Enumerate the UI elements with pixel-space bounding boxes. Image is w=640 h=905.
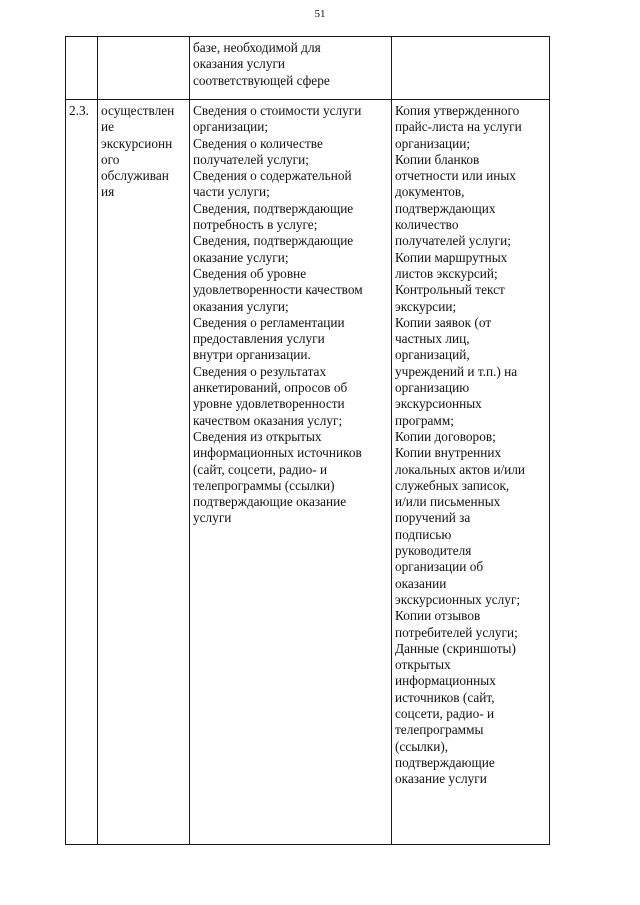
cell-number: 2.3. — [66, 100, 98, 845]
text-line: Контрольный текст — [395, 282, 505, 298]
text-line: телепрограммы — [395, 722, 484, 738]
text-line: организаций, — [395, 347, 470, 363]
text-line: прайс-листа на услуги — [395, 119, 522, 135]
text-line: Сведения о результатах — [193, 363, 327, 379]
cell-documents — [392, 37, 550, 100]
text-line: Сведения о регламентации — [193, 314, 345, 330]
text-line: экскурсии; — [395, 298, 457, 314]
cell-information — [190, 37, 392, 100]
text-line: оказания услуги — [193, 56, 286, 72]
text-line: Данные (скриншоты) — [395, 640, 516, 656]
cell-information — [190, 100, 392, 845]
text-line: подтверждающих — [395, 200, 496, 216]
text-line: Сведения из открытых — [193, 428, 322, 444]
text-line: внутри организации. — [193, 347, 311, 363]
text-line: документов, — [395, 184, 465, 200]
text-line: служебных записок, — [395, 477, 510, 493]
text-line: локальных актов и/или — [395, 461, 526, 477]
text-line: Сведения об уровне — [193, 265, 307, 281]
text-line: частных лиц, — [395, 331, 470, 347]
text-line: информационных — [395, 673, 496, 689]
criteria-table — [65, 36, 550, 845]
text-line: Сведения о количестве — [193, 135, 323, 151]
text-line: подписью — [395, 526, 452, 542]
text-line: уровне удовлетворенности — [193, 396, 345, 412]
text-line: анкетирований, опросов об — [193, 380, 348, 396]
text-line: экскурсионных — [395, 396, 482, 412]
text-line: организации; — [395, 135, 471, 151]
text-line: получателей услуги; — [193, 151, 309, 167]
text-line: осуществлен — [101, 103, 175, 118]
text-line: организации; — [193, 119, 269, 135]
text-line: Копии маршрутных — [395, 249, 508, 265]
text-line: обслуживан — [101, 168, 169, 184]
text-line: открытых — [395, 657, 451, 673]
text-line: Сведения, подтверждающие — [193, 233, 354, 249]
text-line: экскурсионных услуг; — [395, 591, 521, 607]
text-line: ого — [101, 151, 120, 167]
text-line: Сведения о стоимости услуги — [193, 103, 362, 118]
text-line: Сведения, подтверждающие — [193, 200, 354, 216]
text-line: потребность в услуге; — [193, 217, 318, 233]
text-line: организации об — [395, 559, 484, 575]
text-line: источников (сайт, — [395, 689, 495, 705]
text-line: соответствующей сфере — [193, 72, 330, 88]
text-line: поручений за — [395, 510, 471, 526]
text-line: Копии договоров; — [395, 428, 496, 444]
text-line: телепрограммы (ссылки) — [193, 477, 335, 493]
table-row-continued — [66, 37, 550, 100]
text-line: Копии отзывов — [395, 608, 481, 624]
text-line: части услуги; — [193, 184, 270, 200]
text-line: и/или письменных — [395, 494, 501, 510]
text-line: предоставления услуги — [193, 331, 325, 347]
text-line: Копии бланков — [395, 151, 480, 167]
text-line: Копия утвержденного — [395, 103, 520, 118]
text-line: отчетности или иных — [395, 168, 516, 184]
text-line: оказании — [395, 575, 447, 591]
text-line: Сведения о содержательной — [193, 168, 352, 184]
text-line: оказание услуги — [395, 771, 487, 787]
cell-service-name — [98, 37, 190, 100]
text-line: оказания услуги; — [193, 298, 289, 314]
text-line: руководителя — [395, 543, 472, 559]
cell-documents — [392, 100, 550, 845]
text-line: Копии заявок (от — [395, 314, 492, 330]
text-line: листов экскурсий; — [395, 265, 498, 281]
text-line: получателей услуги; — [395, 233, 511, 249]
text-line: базе, необходимой для — [193, 40, 321, 55]
text-line: услуги — [193, 510, 232, 526]
text-line: (ссылки), — [395, 738, 449, 754]
text-line: ие — [101, 119, 115, 135]
text-line: подтверждающие оказание — [193, 494, 347, 510]
text-line: (сайт, соцсети, радио- и — [193, 461, 328, 477]
text-line: качеством оказания услуг; — [193, 412, 343, 428]
text-line: Копии внутренних — [395, 445, 502, 461]
table-row — [66, 100, 550, 845]
text-line: оказание услуги; — [193, 249, 289, 265]
cell-service-name — [98, 100, 190, 845]
text-line: удовлетворенности качеством — [193, 282, 363, 298]
text-line: организацию — [395, 380, 470, 396]
text-line: подтверждающие — [395, 754, 495, 770]
text-line: программ; — [395, 412, 454, 428]
text-line: учреждений и т.п.) на — [395, 363, 518, 379]
text-line: информационных источников — [193, 445, 362, 461]
text-line: экскурсионн — [101, 135, 173, 151]
text-line: потребителей услуги; — [395, 624, 518, 640]
text-line: соцсети, радио- и — [395, 705, 495, 721]
cell-number — [66, 37, 98, 100]
text-line: количество — [395, 217, 459, 233]
page-number: 51 — [314, 8, 326, 20]
text-line: ия — [101, 184, 115, 200]
